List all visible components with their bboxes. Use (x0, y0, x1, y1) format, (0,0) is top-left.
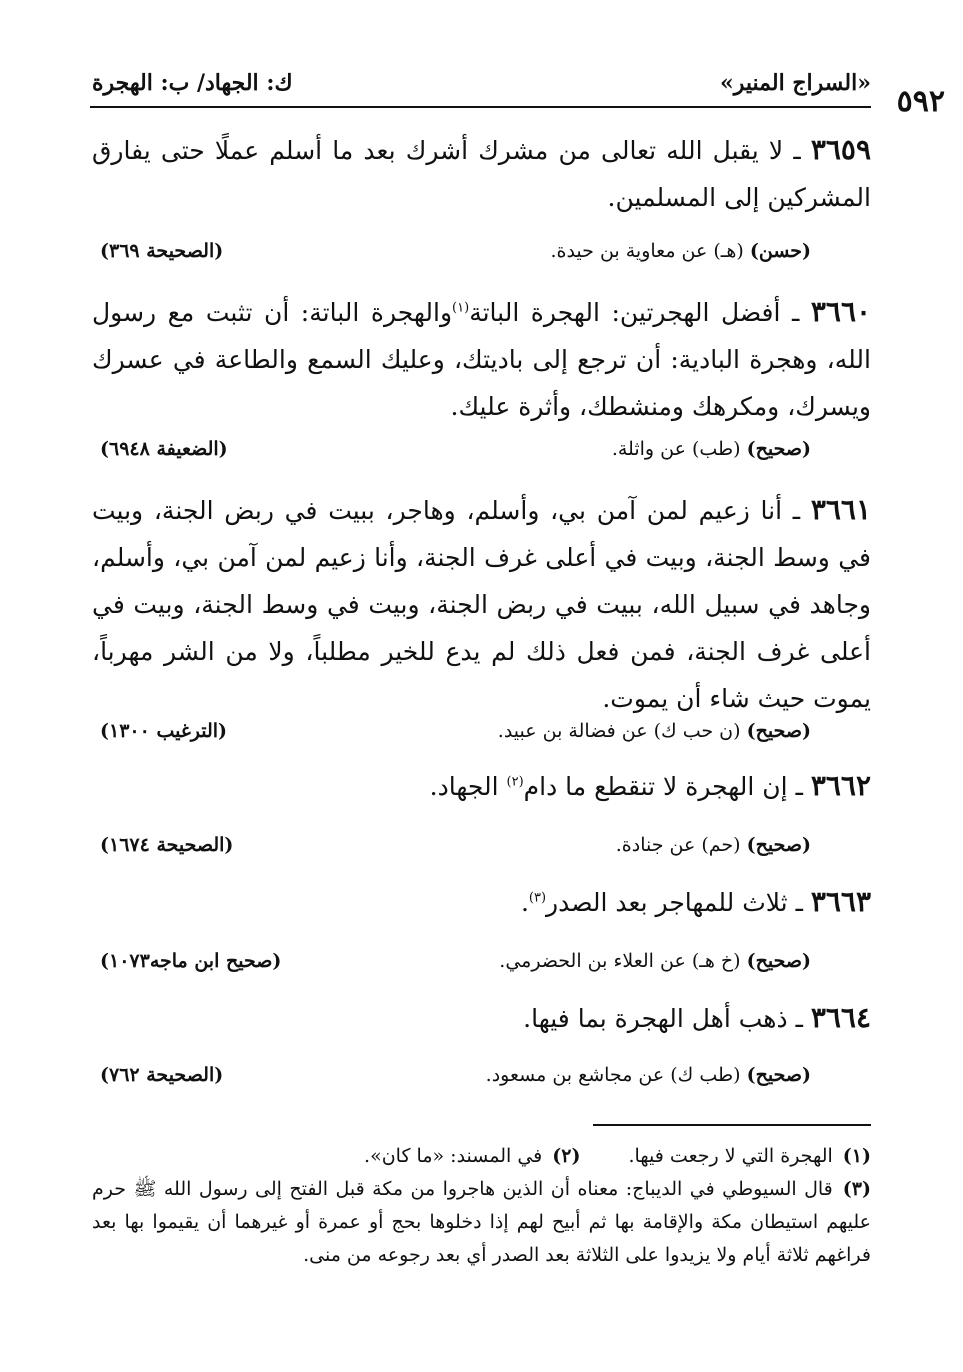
hadith-text: ٣٦٦١ ـ أنا زعيم لمن آمن بي، وأسلم، وهاجر، ببيت في ربض الجنة، وبيت في وسط الجنة، وبيت في أعلى غرف الجنة، وأنا زعيم لمن آمن بي، وأسلم، وجاهد في سبيل الله، ببيت في ربض الجنة، وبيت في وسط الجنة، وبيت في أعلى غرف الجنة، فمن فعل ذلك لم يدع للخير مطلباً، ولا من الشر مهرباً، يموت حيث شاء أن يموت. (92, 493, 871, 713)
hadith-body: أنا زعيم لمن آمن بي، وأسلم، وهاجر، ببيت في ربض الجنة، وبيت في وسط الجنة، وبيت في أعلى غرف الجنة، وأنا زعيم لمن آمن بي، وأسلم، وجاهد في سبيل الله، ببيت في ربض الجنة، وبيت في وسط الجنة، وبيت في أعلى غرف الجنة، فمن فعل ذلك لم يدع للخير مطلباً، ولا من الشر مهرباً، يموت حيث شاء أن يموت. (92, 496, 871, 713)
grade-line (550, 240, 811, 262)
hadith-source-3662 (92, 834, 871, 864)
grade-line (498, 720, 811, 742)
reference: (الضعيفة ٦٩٤٨) (100, 438, 228, 460)
footnote-mark-2: (٢) (552, 1145, 581, 1167)
footnote-ref-2[interactable]: (٢) (506, 774, 524, 790)
grade: (صحيح) (746, 834, 811, 856)
footnote-1: الهجرة التي لا رجعت فيها. (628, 1145, 833, 1167)
narrator: (ن حب ك) عن فضالة بن عبيد. (497, 720, 741, 742)
hadith-source-3660 (92, 438, 871, 468)
hadith-body: لا يقبل الله تعالى من مشرك أشرك بعد ما أسلم عملًا حتى يفارق المشركين إلى المسلمين. (92, 136, 871, 212)
hadith-number: ٣٦٦٣ (810, 885, 871, 918)
chapter-title: ك: الجهاد/ ب: الهجرة (92, 70, 293, 96)
header-rule (90, 106, 871, 108)
reference: (الصحيحة ٧٦٢) (100, 1064, 224, 1086)
footnote-line-3 (92, 1173, 871, 1272)
hadith-number: ٣٦٦٠ (810, 295, 872, 328)
grade-line (612, 438, 811, 460)
hadith-text: ٣٦٦٢ ـ إن الهجرة لا تنقطع ما دام$^{(٢)}$ الجهاد. (429, 769, 871, 802)
hadith-source-3663 (92, 950, 871, 980)
grade: (حسن) (749, 240, 811, 262)
footnotes (92, 1140, 871, 1272)
hadith-body-a: إن الهجرة لا تنقطع ما دام (523, 772, 788, 801)
hadith-text: ٣٦٦٣ ـ ثلاث للمهاجر بعد الصدر$^{(٣)}$. (520, 885, 871, 918)
footnote-mark-1: (١) (842, 1145, 871, 1167)
hadith-3659 (92, 126, 871, 221)
hadith-3663 (92, 878, 871, 926)
page-number: ٥٩٢ (896, 84, 945, 119)
hadith-source-3661 (92, 720, 871, 750)
hadith-3664 (92, 994, 871, 1042)
footnote-line-1-2 (92, 1140, 871, 1173)
hadith-3661 (92, 486, 871, 722)
hadith-number: ٣٦٦١ (810, 493, 871, 526)
footnote-mark-3: (٣) (842, 1178, 871, 1200)
hadith-text: ٣٦٦٤ ـ ذهب أهل الهجرة بما فيها. (523, 1001, 871, 1034)
footnote-3: قال السيوطي في الديباج: معناه أن الذين هاجروا من مكة قبل الفتح إلى رسول الله ﷺ حرم عليهم استيطان مكة والإقامة بها ثم أبيح لهم إذا دخلوها بحج أو عمرة أو غيرهما أن يقيموا بها بعد فراغهم ثلاثة أيام ولا يزيدوا على الثلاثة بعد الصدر أي بعد رجوعه من منى. (92, 1178, 871, 1266)
hadith-number: ٣٦٦٢ (810, 769, 871, 802)
grade-line (616, 834, 811, 856)
hadith-source-3659 (92, 240, 871, 270)
hadith-body: ذهب أهل الهجرة بما فيها. (523, 1004, 788, 1033)
hadith-body-a: ثلاث للمهاجر بعد الصدر (546, 888, 788, 917)
grade: (صحيح) (746, 438, 811, 460)
hadith-body-a: أفضل الهجرتين: الهجرة الباتة (469, 298, 781, 327)
narrator: (طب) عن واثلة. (611, 438, 741, 460)
hadith-number: ٣٦٦٤ (810, 1001, 871, 1034)
reference: (الصحيحة ١٦٧٤) (100, 834, 234, 856)
narrator: (هـ) عن معاوية بن حيدة. (550, 240, 744, 262)
footnote-2: في المسند: «ما كان». (364, 1145, 543, 1167)
reference: (الترغيب ١٣٠٠) (100, 720, 228, 742)
reference: (صحيح ابن ماجه١٠٧٣) (100, 950, 282, 972)
grade-line (486, 1064, 811, 1086)
hadith-body-b: والهجرة الباتة: أن تثبت مع رسول الله، وهجرة البادية: أن ترجع إلى باديتك، وعليك السمع والطاعة في عسرك ويسرك، ومكرهك ومنشطك، وأثرة عليك. (92, 298, 871, 421)
hadith-3662 (92, 762, 871, 810)
grade-line (499, 950, 811, 972)
hadith-body-b: . (520, 888, 529, 917)
hadith-number: ٣٦٥٩ (810, 133, 871, 166)
hadith-3660 (92, 288, 871, 430)
narrator: (حم) عن جنادة. (615, 834, 741, 856)
reference: (الصحيحة ٣٦٩) (100, 240, 224, 262)
footnote-ref-1[interactable]: (١) (452, 300, 470, 316)
grade: (صحيح) (746, 950, 811, 972)
grade: (صحيح) (746, 1064, 811, 1086)
narrator: (طب ك) عن مجاشع بن مسعود. (485, 1064, 741, 1086)
book-title: «السراج المنير» (719, 70, 871, 96)
hadith-source-3664 (92, 1064, 871, 1094)
grade: (صحيح) (746, 720, 811, 742)
hadith-text: ٣٦٥٩ ـ لا يقبل الله تعالى من مشرك أشرك بعد ما أسلم عملًا حتى يفارق المشركين إلى المسلمين. (92, 133, 871, 212)
footnote-ref-3[interactable]: (٣) (528, 890, 547, 906)
hadith-text: ٣٦٦٠ ـ أفضل الهجرتين: الهجرة الباتة$^{(١)}$والهجرة الباتة: أن تثبت مع رسول الله، وهجرة البادية: أن ترجع إلى باديتك، وعليك السمع والطاعة في عسرك ويسرك، ومكرهك ومنشطك، وأثرة عليك. (92, 295, 872, 421)
footnote-rule (593, 1124, 871, 1126)
hadith-body-b: الجهاد. (429, 772, 507, 801)
narrator: (خ هـ) عن العلاء بن الحضرمي. (499, 950, 741, 972)
